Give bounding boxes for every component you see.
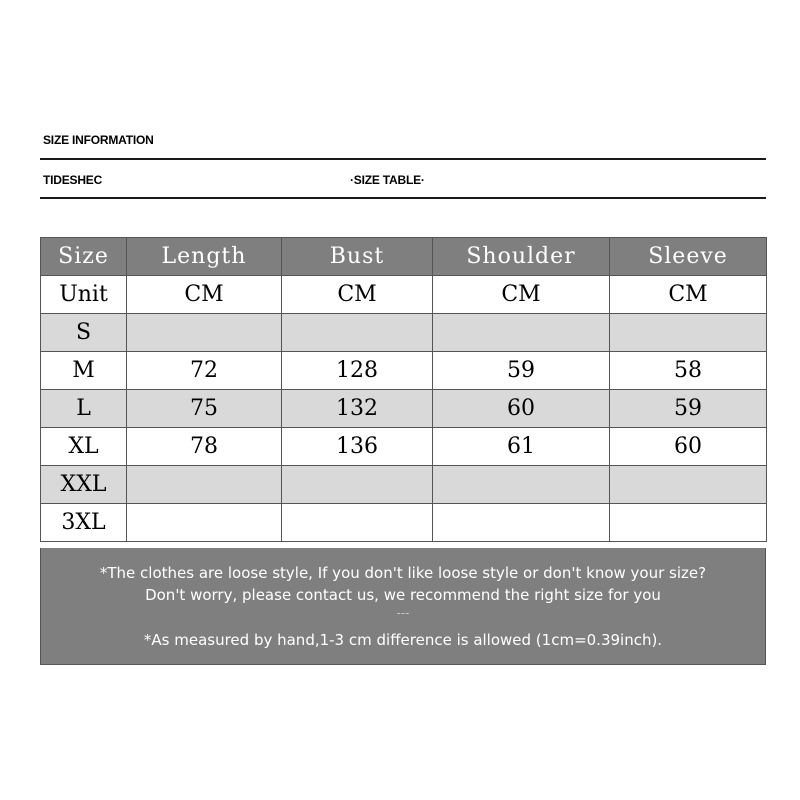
unit-cell: CM: [282, 276, 433, 314]
unit-row: [41, 276, 767, 314]
unit-cell: CM: [610, 276, 767, 314]
measurement-note: *As measured by hand,1-3 cm difference is allowed (1cm=0.39inch).: [143, 631, 663, 649]
shoulder-cell: [433, 466, 610, 504]
length-cell: [127, 314, 282, 352]
unit-cell: CM: [433, 276, 610, 314]
size-cell: XL: [41, 428, 127, 466]
brand-name: TIDESHEC: [43, 173, 103, 187]
unit-cell: CM: [127, 276, 282, 314]
sleeve-cell: [610, 466, 767, 504]
table-row: [41, 504, 767, 542]
size-cell: M: [41, 352, 127, 390]
table-row: [41, 314, 767, 352]
page-title: SIZE INFORMATION: [43, 133, 154, 147]
sleeve-cell: [610, 314, 767, 352]
loose-style-note: *The clothes are loose style, If you don't like loose style or don't know your size?: [99, 564, 707, 582]
notes-panel: [40, 548, 766, 665]
shoulder-cell: 59: [433, 352, 610, 390]
bust-cell: 128: [282, 352, 433, 390]
unit-label: Unit: [41, 276, 127, 314]
length-cell: 72: [127, 352, 282, 390]
table-row: [41, 390, 767, 428]
bottom-divider: [40, 197, 766, 199]
top-divider: [40, 158, 766, 160]
shoulder-cell: 61: [433, 428, 610, 466]
size-cell: S: [41, 314, 127, 352]
bust-cell: 136: [282, 428, 433, 466]
column-header-sleeve: Sleeve: [610, 238, 767, 276]
size-table-subtitle: ·SIZE TABLE·: [350, 173, 425, 187]
shoulder-cell: [433, 314, 610, 352]
size-cell: L: [41, 390, 127, 428]
size-cell: XXL: [41, 466, 127, 504]
bust-cell: [282, 504, 433, 542]
sleeve-cell: 59: [610, 390, 767, 428]
column-header-length: Length: [127, 238, 282, 276]
size-table: [40, 237, 767, 542]
length-cell: 75: [127, 390, 282, 428]
table-row: [41, 428, 767, 466]
shoulder-cell: [433, 504, 610, 542]
column-header-shoulder: Shoulder: [433, 238, 610, 276]
header-row: [41, 238, 767, 276]
sleeve-cell: [610, 504, 767, 542]
sleeve-cell: 60: [610, 428, 767, 466]
shoulder-cell: 60: [433, 390, 610, 428]
column-header-bust: Bust: [282, 238, 433, 276]
length-cell: 78: [127, 428, 282, 466]
table-row: [41, 466, 767, 504]
bust-cell: 132: [282, 390, 433, 428]
sleeve-cell: 58: [610, 352, 767, 390]
bust-cell: [282, 314, 433, 352]
bust-cell: [282, 466, 433, 504]
table-row: [41, 352, 767, 390]
column-header-size: Size: [41, 238, 127, 276]
length-cell: [127, 466, 282, 504]
size-cell: 3XL: [41, 504, 127, 542]
length-cell: [127, 504, 282, 542]
contact-note: Don't worry, please contact us, we recommend the right size for you: [145, 586, 661, 604]
note-separator: ---: [396, 606, 410, 620]
